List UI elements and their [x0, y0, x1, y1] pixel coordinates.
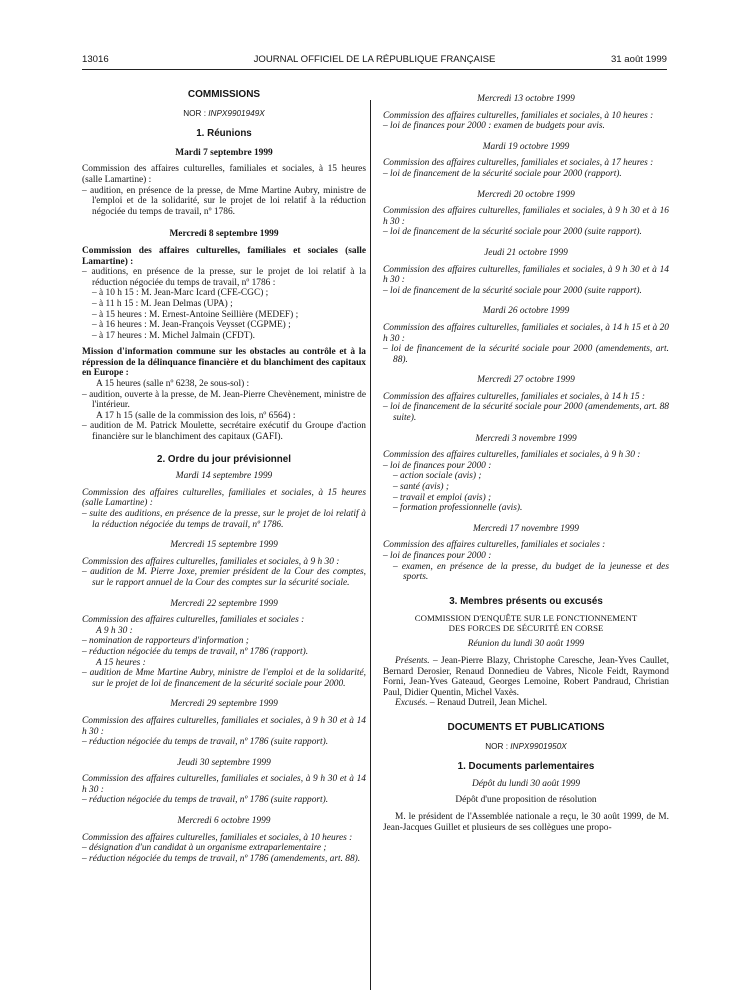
meeting-date: Mercredi 17 novembre 1999 — [473, 523, 579, 534]
commission-line: Commission des affaires culturelles, familiales et sociales, à 14 h 15 : — [383, 391, 646, 402]
agenda-subitem: – à 16 heures : M. Jean-François Veysset (CGPME) ; — [92, 320, 291, 331]
time-line: A 17 h 15 (salle de la commission des lois, nº 6564) : — [96, 410, 296, 421]
agenda-item: – auditions, en présence de la presse, sur le projet de loi relatif à la réduction négociée du temps de travail, nº 1786 : — [82, 267, 366, 288]
time-line: A 9 h 30 : — [96, 625, 133, 636]
agenda-item: – audition de Mme Martine Aubry, ministre de l'emploi et de la solidarité, sur le projet de loi de financement de la sécurité sociale pour 2000. — [82, 668, 366, 689]
agenda-item: – audition de M. Patrick Moulette, secrétaire exécutif du Groupe d'action financière sur le blanchiment des capitaux (GAFI). — [82, 421, 366, 443]
agenda-subitem: – action sociale (avis) ; — [393, 471, 482, 482]
agenda-item: – réduction négociée du temps de travail, nº 1786 (suite rapport). — [82, 737, 329, 748]
meeting-date: Mardi 26 octobre 1999 — [482, 306, 570, 317]
meeting-date: Jeudi 21 octobre 1999 — [484, 247, 568, 258]
commission-line: Commission des affaires culturelles, familiales et sociales, à 14 h 15 et à 20 h 30 : — [383, 322, 669, 344]
enquete-commission-title: COMMISSION D'ENQUÊTE SUR LE FONCTIONNEMENT DES FORCES DE SÉCURITÉ EN CORSE — [414, 613, 638, 634]
meeting-date: Jeudi 30 septembre 1999 — [177, 757, 271, 768]
agenda-subitem: – examen, en présence de la presse, du budget de la jeunesse et des sports. — [393, 561, 669, 583]
agenda-subitem: – travail et emploi (avis) ; — [393, 492, 492, 503]
meeting-date: Mercredi 13 octobre 1999 — [477, 94, 575, 104]
agenda-subitem: – formation professionnelle (avis). — [393, 503, 523, 514]
meeting-date: Mardi 19 octobre 1999 — [482, 141, 570, 152]
time-line: A 15 heures (salle nº 6238, 2e sous-sol) : — [96, 379, 250, 390]
journal-title: JOURNAL OFFICIEL DE LA RÉPUBLIQUE FRANÇAISE — [253, 54, 496, 65]
depot-date: Dépôt du lundi 30 août 1999 — [471, 778, 581, 789]
left-column — [82, 90, 366, 864]
commission-line: Commission des affaires culturelles, familiales et sociales, à 9 h 30 et à 16 h 30 : — [383, 206, 669, 227]
documents-title: DOCUMENTS ET PUBLICATIONS — [447, 721, 605, 733]
commission-line: Commission des affaires culturelles, familiales et sociales, à 10 heures : — [383, 110, 654, 121]
agenda-subitem: – à 11 h 15 : M. Jean Delmas (UPA) ; — [92, 298, 233, 309]
commission-line: Commission des affaires culturelles, familiales et sociales, à 15 heures (salle Lamartine) : — [82, 164, 366, 185]
agenda-item: – loi de financement de la sécurité sociale pour 2000 (amendements, art. 88). — [383, 344, 669, 365]
agenda-subitem: – santé (avis) ; — [393, 482, 449, 493]
agenda-item: – réduction négociée du temps de travail, nº 1786 (suite rapport). — [82, 795, 329, 806]
section-reunions-title: 1. Réunions — [196, 128, 252, 140]
meeting-date: Mercredi 15 septembre 1999 — [170, 540, 278, 551]
meeting-date: Mercredi 29 septembre 1999 — [170, 699, 278, 710]
agenda-item: – loi de finances pour 2000 : — [383, 551, 492, 561]
present-members: Présents. – Jean-Pierre Blazy, Christophe Caresche, Jean-Yves Caullet, Bernard Derosier, Renaud Donnedieu de Vabres, Nicole Feidt, Raymond Forni, Jean-Yves Gateaud, Georges Lemoine, Robert Pandraud, Christian Paul, Didier Quentin, Michel Vaxès. — [383, 655, 669, 698]
agenda-item: – loi de financement de la sécurité sociale pour 2000 (suite rapport). — [383, 227, 642, 238]
agenda-subitem: – à 10 h 15 : M. Jean-Marc Icard (CFE-CGC) ; — [92, 288, 269, 299]
agenda-item: – loi de finances pour 2000 : — [383, 460, 492, 471]
agenda-item: – désignation d'un candidat à un organisme extraparlementaire ; — [82, 843, 327, 854]
section-ordre-du-jour-title: 2. Ordre du jour prévisionnel — [157, 453, 291, 465]
commission-line: Commission des affaires culturelles, familiales et sociales, à 9 h 30 et à 14 h 30 : — [383, 264, 669, 286]
agenda-item: – nomination de rapporteurs d'information ; — [82, 636, 249, 647]
agenda-item: – audition, en présence de la presse, de Mme Martine Aubry, ministre de l'emploi et de la solidarité, sur le projet de loi relatif à la réduction négociée du temps de travail, nº 1786. — [82, 185, 366, 217]
commission-line: Commission des affaires culturelles, familiales et sociales, à 15 heures (salle Lamartine) : — [82, 487, 366, 509]
commission-line: Commission des affaires culturelles, familiales et sociales : — [82, 615, 305, 626]
commissions-title: COMMISSIONS — [187, 89, 261, 100]
agenda-item: – loi de financement de la sécurité sociale pour 2000 (rapport). — [383, 168, 622, 179]
meeting-date: Mercredi 8 septembre 1999 — [169, 229, 279, 240]
agenda-item: – audition, ouverte à la presse, de M. Jean-Pierre Chevènement, ministre de l'intérieur. — [82, 389, 366, 411]
meeting-date: Mardi 7 septembre 1999 — [175, 147, 273, 158]
agenda-item: – réduction négociée du temps de travail, nº 1786 (rapport). — [82, 646, 309, 657]
meeting-date: Mercredi 22 septembre 1999 — [170, 598, 278, 609]
section-membres-title: 3. Membres présents ou excusés — [449, 595, 603, 607]
commission-line: Commission des affaires culturelles, familiales et sociales, à 9 h 30 et à 14 h 30 : — [82, 715, 366, 737]
agenda-subitem: – à 17 heures : M. Michel Jalmain (CFDT). — [92, 330, 255, 341]
right-column — [383, 94, 669, 833]
commission-line: Commission des affaires culturelles, familiales et sociales : — [383, 540, 606, 551]
commission-line: Commission des affaires culturelles, familiales et sociales (salle Lamartine) : — [82, 245, 366, 267]
agenda-item: – loi de finances pour 2000 : examen de budgets pour avis. — [383, 121, 605, 132]
page-number: 13016 — [82, 54, 109, 65]
issue-date: 31 août 1999 — [610, 54, 667, 65]
agenda-item: – réduction négociée du temps de travail, nº 1786 (amendements, art. 88). — [82, 853, 361, 864]
agenda-item: – audition de M. Pierre Joxe, premier président de la Cour des comptes, sur le rapport annuel de la Cour des comptes sur la sécurité sociale. — [82, 567, 366, 588]
meeting-date: Mercredi 6 octobre 1999 — [177, 816, 271, 827]
agenda-item: – suite des auditions, en présence de la presse, sur le projet de loi relatif à la réduction négociée du temps de travail, nº 1786. — [82, 509, 366, 530]
header-rule — [82, 69, 667, 70]
nor-reference: NOR : INPX9901949X — [183, 108, 265, 118]
commission-line: Commission des affaires culturelles, familiales et sociales, à 9 h 30 : — [82, 556, 340, 567]
excused-members: Excusés. – Renaud Dutreil, Jean Michel. — [395, 698, 548, 709]
meeting-date: Mardi 14 septembre 1999 — [175, 471, 273, 482]
commission-line: Commission des affaires culturelles, familiales et sociales, à 17 heures : — [383, 158, 654, 169]
meeting-date: Mercredi 27 octobre 1999 — [477, 375, 575, 386]
mission-line: Mission d'information commune sur les obstacles au contrôle et à la répression de la délinquance financière et du blanchiment des capitaux en Europe : — [82, 347, 366, 379]
time-line: A 15 heures : — [96, 657, 146, 668]
agenda-item: – loi de financement de la sécurité sociale pour 2000 (suite rapport). — [383, 285, 642, 296]
meeting-date: Mercredi 20 octobre 1999 — [477, 189, 575, 200]
page-header — [82, 54, 667, 70]
nor-reference: NOR : INPX9901950X — [485, 741, 567, 751]
agenda-item: – loi de financement de la sécurité sociale pour 2000 (amendements, art. 88 suite). — [383, 402, 669, 424]
commission-line: Commission des affaires culturelles, familiales et sociales, à 10 heures : — [82, 832, 353, 843]
depot-subtitle: Dépôt d'une proposition de résolution — [455, 795, 597, 806]
commission-line: Commission des affaires culturelles, familiales et sociales, à 9 h 30 et à 14 h 30 : — [82, 774, 366, 795]
meeting-date: Mercredi 3 novembre 1999 — [475, 433, 577, 444]
agenda-subitem: – à 15 heures : M. Ernest-Antoine Seillière (MEDEF) ; — [92, 309, 299, 320]
commission-line: Commission des affaires culturelles, familiales et sociales, à 9 h 30 : — [383, 450, 641, 461]
column-divider — [370, 100, 371, 990]
section-documents-parlementaires-title: 1. Documents parlementaires — [457, 761, 595, 773]
depot-text: M. le président de l'Assemblée nationale a reçu, le 30 août 1999, de M. Jean-Jacques Guillet et plusieurs de ses collègues une propo- — [383, 811, 669, 833]
reunion-date: Réunion du lundi 30 août 1999 — [467, 639, 585, 650]
